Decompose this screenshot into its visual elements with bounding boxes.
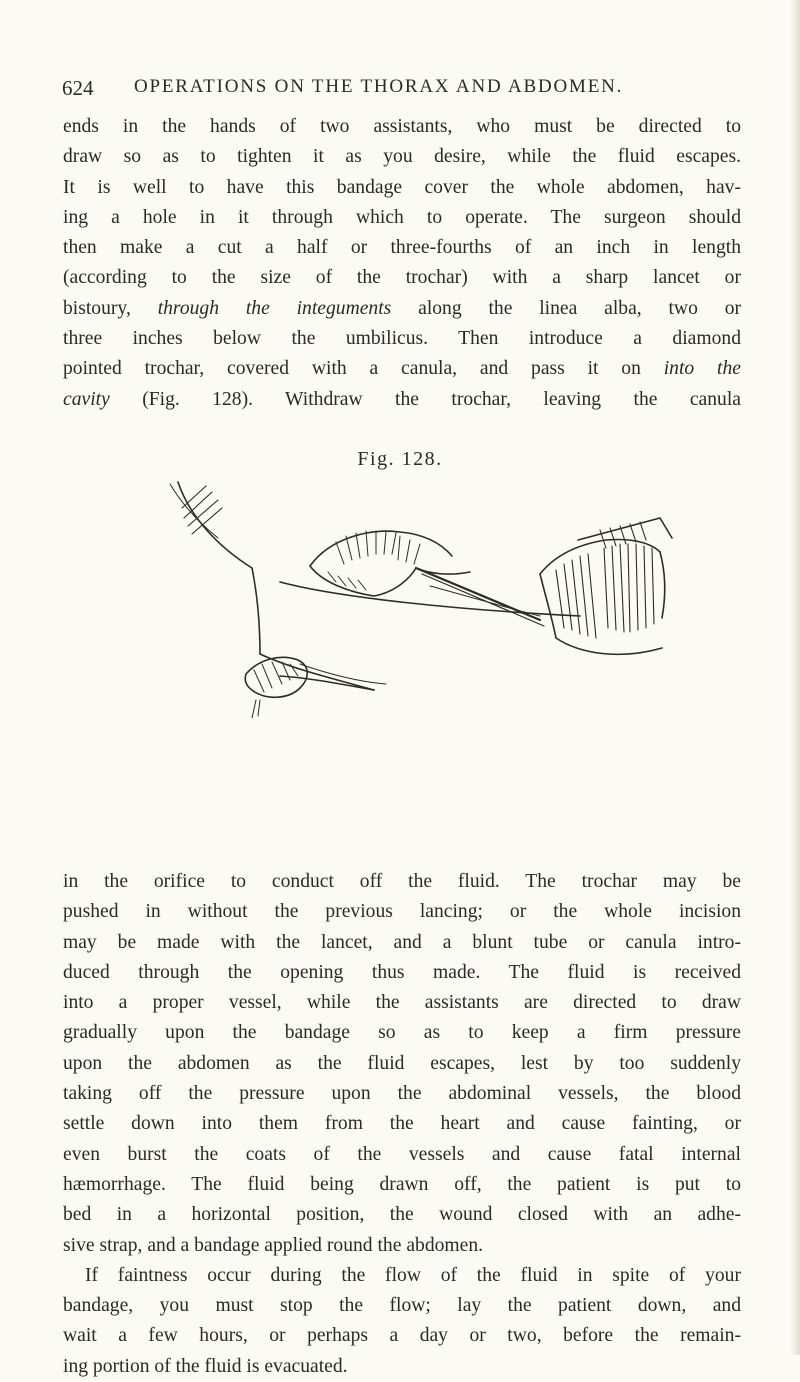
paragraph-top <box>63 112 741 415</box>
text-line: If faintness occur during the flow of the fluid in spite of your <box>85 1264 741 1286</box>
italic-phrase: cavity <box>63 388 110 410</box>
page-number: 624 <box>62 76 94 100</box>
text-line: three inches below the umbilicus. Then introduce a diamond <box>63 328 741 350</box>
text-line: (according to the size of the trochar) with a sharp lancet or <box>63 267 741 289</box>
text-line: pushed in without the previous lancing; or the whole incision <box>63 901 741 923</box>
italic-phrase: through the integuments <box>157 297 392 319</box>
text-run: bistoury, <box>63 297 158 319</box>
text-line <box>63 385 741 415</box>
text-line <box>63 294 741 324</box>
text-run: (Fig. 128). Withdraw the trochar, leaving the canula <box>109 388 741 410</box>
text-run: along the linea alba, two or <box>391 297 742 319</box>
paragraph-bottom <box>63 867 741 1382</box>
page-edge-shadow <box>790 0 800 1355</box>
running-header <box>62 70 742 104</box>
italic-phrase: into the <box>663 358 741 380</box>
text-line: It is well to have this bandage cover the whole abdomen, hav- <box>63 176 741 198</box>
text-line: upon the abdomen as the fluid escapes, lest by too suddenly <box>63 1052 741 1074</box>
text-line: may be made with the lancet, and a blunt tube or canula intro- <box>63 931 741 953</box>
text-line: hæmorrhage. The fluid being drawn off, the patient is put to <box>63 1173 741 1195</box>
text-run: pointed trochar, covered with a canula, and pass it on <box>63 358 664 380</box>
running-title: OPERATIONS ON THE THORAX AND ABDOMEN. <box>134 76 624 97</box>
text-line: duced through the opening thus made. The fluid is received <box>63 961 741 983</box>
text-line: taking off the pressure upon the abdominal vessels, the blood <box>63 1083 741 1105</box>
text-line: sive strap, and a bandage applied round the abdomen. <box>63 1234 484 1256</box>
figure-trochar-illustration <box>160 478 740 718</box>
text-line: gradually upon the bandage so as to keep a firm pressure <box>63 1022 741 1044</box>
text-line: in the orifice to conduct off the fluid. The trochar may be <box>63 871 741 892</box>
figure-caption: Fig. 128. <box>357 448 443 470</box>
text-line: wait a few hours, or perhaps a day or two, before the remain- <box>63 1325 741 1347</box>
text-line: ing portion of the fluid is evacuated. <box>63 1355 348 1377</box>
text-line: ends in the hands of two assistants, who must be directed to <box>63 116 741 137</box>
text-line <box>63 354 741 384</box>
text-line: bed in a horizontal position, the wound closed with an adhe- <box>63 1204 741 1226</box>
trochar-engraving <box>160 478 740 718</box>
text-line: ing a hole in it through which to operate. The surgeon should <box>63 206 741 228</box>
text-line: then make a cut a half or three-fourths of an inch in length <box>63 237 741 259</box>
text-line: into a proper vessel, while the assistants are directed to draw <box>63 992 741 1014</box>
text-line: bandage, you must stop the flow; lay the patient down, and <box>63 1295 741 1317</box>
text-line: even burst the coats of the vessels and cause fatal internal <box>63 1143 741 1165</box>
text-line: draw so as to tighten it as you desire, while the fluid escapes. <box>63 146 741 168</box>
text-line: settle down into them from the heart and cause fainting, or <box>63 1113 741 1135</box>
